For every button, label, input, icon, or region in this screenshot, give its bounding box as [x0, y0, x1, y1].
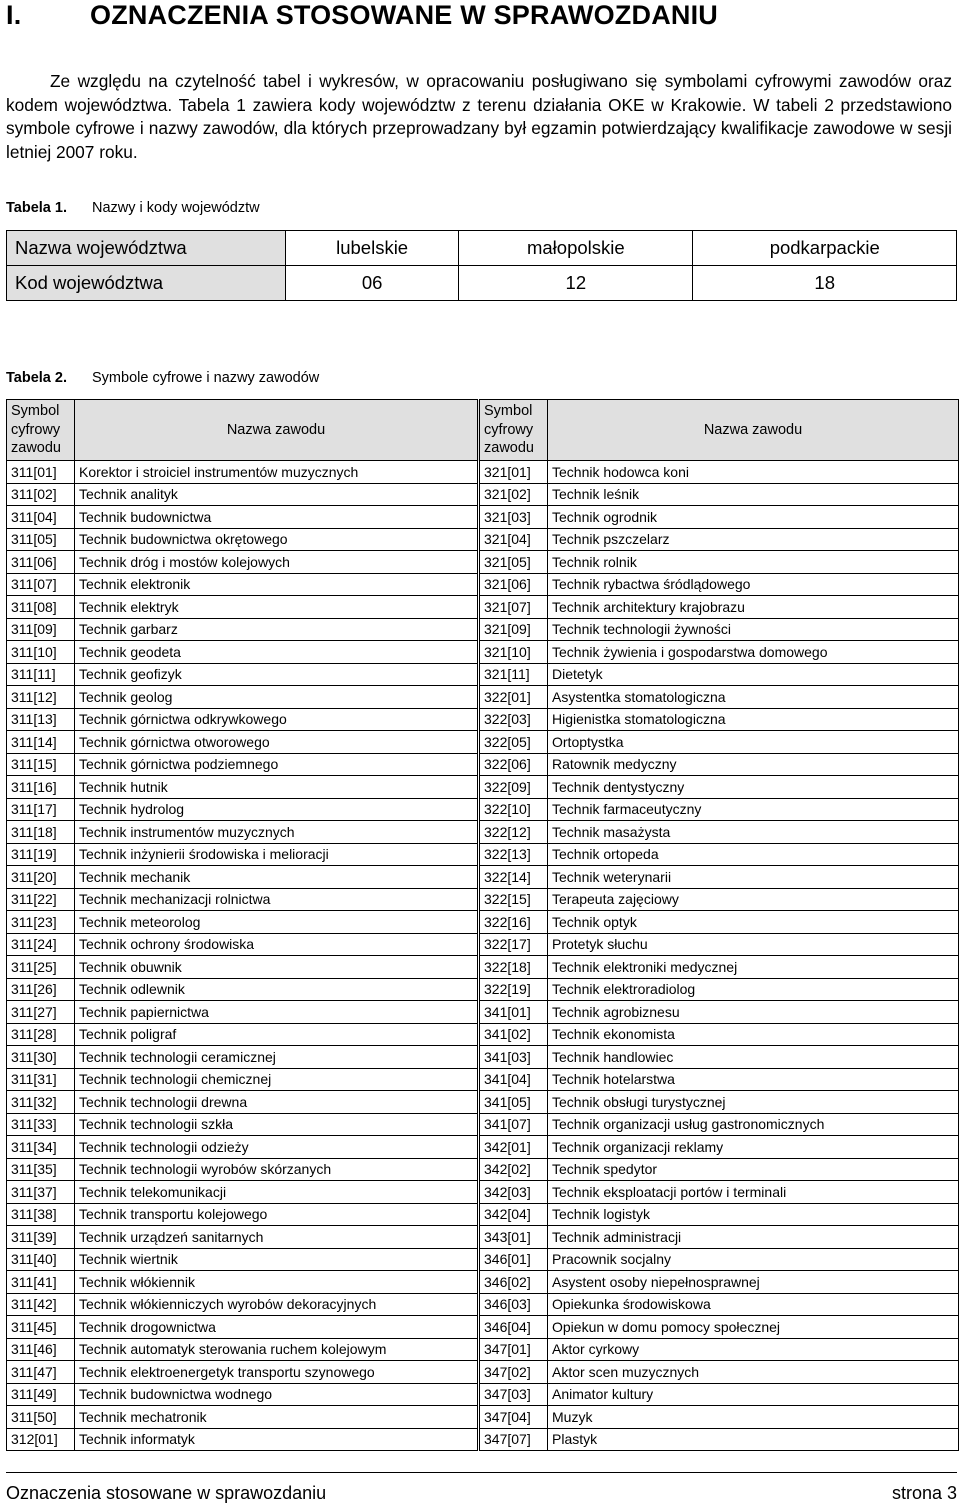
- symbol-cell: 346[03]: [479, 1293, 548, 1316]
- symbol-cell: 322[05]: [479, 731, 548, 754]
- table-row: [7, 866, 959, 889]
- symbol-cell: 311[07]: [7, 573, 75, 596]
- symbol-cell: 322[17]: [479, 933, 548, 956]
- occupation-cell: Technik masażysta: [548, 821, 959, 844]
- table-row: [7, 1023, 959, 1046]
- occupation-cell: Technik handlowiec: [548, 1046, 959, 1069]
- table-row: [7, 1361, 959, 1384]
- occupation-cell: Technik elektroradiolog: [548, 978, 959, 1001]
- symbol-cell: 321[04]: [479, 528, 548, 551]
- occupation-cell: Technik telekomunikacji: [75, 1181, 479, 1204]
- occupation-cell: Technik obuwnik: [75, 956, 479, 979]
- symbol-cell: 311[39]: [7, 1226, 75, 1249]
- symbol-cell: 342[03]: [479, 1181, 548, 1204]
- occupation-cell: Opiekunka środowiskowa: [548, 1293, 959, 1316]
- occupation-cell: Technik dróg i mostów kolejowych: [75, 551, 479, 574]
- occupation-cell: Technik logistyk: [548, 1203, 959, 1226]
- occupation-cell: Technik weterynarii: [548, 866, 959, 889]
- occupation-cell: Technik technologii odzieży: [75, 1136, 479, 1159]
- symbol-cell: 311[30]: [7, 1046, 75, 1069]
- symbol-cell: 311[46]: [7, 1338, 75, 1361]
- symbol-cell: 322[01]: [479, 686, 548, 709]
- occupation-cell: Technik mechatronik: [75, 1406, 479, 1429]
- occupation-cell: Technik górnictwa otworowego: [75, 731, 479, 754]
- table-row: [7, 843, 959, 866]
- occupation-cell: Animator kultury: [548, 1383, 959, 1406]
- symbol-cell: 347[01]: [479, 1338, 548, 1361]
- occupation-cell: Technik ortopeda: [548, 843, 959, 866]
- symbol-cell: 311[47]: [7, 1361, 75, 1384]
- symbol-cell: 341[01]: [479, 1001, 548, 1024]
- symbol-cell: 311[37]: [7, 1181, 75, 1204]
- symbol-cell: 311[34]: [7, 1136, 75, 1159]
- occupation-cell: Technik elektronik: [75, 573, 479, 596]
- occupation-cell: Dietetyk: [548, 663, 959, 686]
- symbol-cell: 311[31]: [7, 1068, 75, 1091]
- symbol-cell: 312[01]: [7, 1428, 75, 1451]
- occupation-cell: Technik górnictwa podziemnego: [75, 753, 479, 776]
- occupation-cell: Technik włókienniczych wyrobów dekoracyjnych: [75, 1293, 479, 1316]
- symbol-cell: 311[32]: [7, 1091, 75, 1114]
- occupation-cell: Technik elektryk: [75, 596, 479, 619]
- symbol-cell: 341[02]: [479, 1023, 548, 1046]
- occupation-cell: Opiekun w domu pomocy społecznej: [548, 1316, 959, 1339]
- table-row: [7, 266, 957, 301]
- symbol-cell: 322[18]: [479, 956, 548, 979]
- table-cell: małopolskie: [459, 231, 693, 266]
- symbol-cell: 311[45]: [7, 1316, 75, 1339]
- symbol-cell: 347[04]: [479, 1406, 548, 1429]
- occupation-cell: Technik mechanizacji rolnictwa: [75, 888, 479, 911]
- occupation-cell: Technik instrumentów muzycznych: [75, 821, 479, 844]
- occupation-cell: Technik górnictwa odkrywkowego: [75, 708, 479, 731]
- page-footer: [6, 1472, 957, 1504]
- occupation-cell: Plastyk: [548, 1428, 959, 1451]
- table-row: [7, 1158, 959, 1181]
- intro-text: Ze względu na czytelność tabel i wykresów, w opracowaniu posługiwano się symbolami cyfrowymi zawodów oraz kodem województwa. Tabela 1 zawiera kody województw z terenu działania OKE w Krakowie. W tabeli 2 przedstawiono symbole cyfrowe i nazwy zawodów, dla których przeprowadzany był egzamin potwierdzający kwalifikacje zawodowe w sesji letniej 2007 roku.: [6, 71, 952, 162]
- symbol-cell: 341[03]: [479, 1046, 548, 1069]
- occupation-cell: Technik hutnik: [75, 776, 479, 799]
- symbol-cell: 321[07]: [479, 596, 548, 619]
- symbol-cell: 311[25]: [7, 956, 75, 979]
- occupation-cell: Technik optyk: [548, 911, 959, 934]
- symbol-cell: 311[14]: [7, 731, 75, 754]
- occupation-cell: Technik hodowca koni: [548, 461, 959, 484]
- table-body: [7, 461, 959, 1451]
- symbol-cell: 342[02]: [479, 1158, 548, 1181]
- occupation-cell: Technik odlewnik: [75, 978, 479, 1001]
- symbol-cell: 346[01]: [479, 1248, 548, 1271]
- symbol-cell: 342[04]: [479, 1203, 548, 1226]
- symbol-cell: 311[05]: [7, 528, 75, 551]
- occupation-cell: Technik budownictwa okrętowego: [75, 528, 479, 551]
- symbol-cell: 311[42]: [7, 1293, 75, 1316]
- page-number: strona 3: [891, 1483, 957, 1503]
- table-row: [7, 798, 959, 821]
- occupation-cell: Technik hotelarstwa: [548, 1068, 959, 1091]
- symbol-cell: 341[07]: [479, 1113, 548, 1136]
- symbol-cell: 321[06]: [479, 573, 548, 596]
- occupation-cell: Technik geodeta: [75, 641, 479, 664]
- occupation-cell: Ratownik medyczny: [548, 753, 959, 776]
- occupation-cell: Korektor i stroiciel instrumentów muzycznych: [75, 461, 479, 484]
- symbol-cell: 311[22]: [7, 888, 75, 911]
- symbol-cell: 322[10]: [479, 798, 548, 821]
- footer-title: Oznaczenia stosowane w sprawozdaniu: [6, 1483, 327, 1503]
- table2-label: Tabela 2.: [6, 370, 67, 386]
- occupation-cell: Technik administracji: [548, 1226, 959, 1249]
- table-row: [7, 1113, 959, 1136]
- occupation-cell: Technik technologii drewna: [75, 1091, 479, 1114]
- occupation-cell: Technik farmaceutyczny: [548, 798, 959, 821]
- symbol-cell: 311[33]: [7, 1113, 75, 1136]
- table-row: [7, 753, 959, 776]
- symbol-cell: 321[11]: [479, 663, 548, 686]
- table-row: [7, 1181, 959, 1204]
- voivodeship-codes-table: [6, 230, 957, 301]
- occupation-cell: Technik organizacji reklamy: [548, 1136, 959, 1159]
- symbol-cell: 311[18]: [7, 821, 75, 844]
- table-cell: 12: [459, 266, 693, 301]
- table-row: [7, 1046, 959, 1069]
- occupation-cell: Technik obsługi turystycznej: [548, 1091, 959, 1114]
- symbol-cell: 341[05]: [479, 1091, 548, 1114]
- symbol-cell: 311[27]: [7, 1001, 75, 1024]
- symbol-cell: 322[13]: [479, 843, 548, 866]
- symbol-cell: 321[01]: [479, 461, 548, 484]
- occupation-cell: Technik mechanik: [75, 866, 479, 889]
- table-row: [7, 1203, 959, 1226]
- occupation-cell: Technik geolog: [75, 686, 479, 709]
- symbol-cell: 311[09]: [7, 618, 75, 641]
- column-header-symbol: Symbol cyfrowy zawodu: [479, 400, 548, 461]
- symbol-cell: 311[50]: [7, 1406, 75, 1429]
- symbol-cell: 346[04]: [479, 1316, 548, 1339]
- symbol-cell: 342[01]: [479, 1136, 548, 1159]
- symbol-cell: 311[23]: [7, 911, 75, 934]
- table-cell: 06: [286, 266, 459, 301]
- occupation-cell: Technik eksploatacji portów i terminali: [548, 1181, 959, 1204]
- symbol-cell: 321[02]: [479, 483, 548, 506]
- table-row: [7, 528, 959, 551]
- table-row: [7, 483, 959, 506]
- symbol-cell: 343[01]: [479, 1226, 548, 1249]
- symbol-cell: 311[08]: [7, 596, 75, 619]
- symbol-cell: 322[12]: [479, 821, 548, 844]
- symbol-cell: 311[26]: [7, 978, 75, 1001]
- occupation-cell: Protetyk słuchu: [548, 933, 959, 956]
- table-row: [7, 731, 959, 754]
- row-header: Nazwa województwa: [7, 231, 286, 266]
- occupation-cell: Technik spedytor: [548, 1158, 959, 1181]
- occupation-cell: Technik inżynierii środowiska i melioracji: [75, 843, 479, 866]
- column-header-symbol: Symbol cyfrowy zawodu: [7, 400, 75, 461]
- occupation-cell: Technik automatyk sterowania ruchem kolejowym: [75, 1338, 479, 1361]
- symbol-cell: 311[06]: [7, 551, 75, 574]
- table-header-row: [7, 400, 959, 461]
- occupation-cell: Technik garbarz: [75, 618, 479, 641]
- table-row: [7, 1136, 959, 1159]
- symbol-cell: 321[09]: [479, 618, 548, 641]
- table-row: [7, 461, 959, 484]
- occupation-cell: Technik papiernictwa: [75, 1001, 479, 1024]
- occupation-cell: Technik architektury krajobrazu: [548, 596, 959, 619]
- table-row: [7, 506, 959, 529]
- table1-title: Nazwy i kody województw: [92, 200, 260, 216]
- occupation-cell: Technik ogrodnik: [548, 506, 959, 529]
- symbol-cell: 311[19]: [7, 843, 75, 866]
- occupation-cell: Technik rybactwa śródlądowego: [548, 573, 959, 596]
- occupation-cell: Muzyk: [548, 1406, 959, 1429]
- table-row: [7, 1226, 959, 1249]
- table1-caption: [6, 200, 260, 216]
- symbol-cell: 321[10]: [479, 641, 548, 664]
- symbol-cell: 311[38]: [7, 1203, 75, 1226]
- symbol-cell: 311[24]: [7, 933, 75, 956]
- table-row: [7, 1001, 959, 1024]
- occupation-cell: Technik drogownictwa: [75, 1316, 479, 1339]
- symbol-cell: 311[11]: [7, 663, 75, 686]
- occupation-cell: Technik agrobiznesu: [548, 1001, 959, 1024]
- occupation-cell: Technik włókiennik: [75, 1271, 479, 1294]
- symbol-cell: 321[03]: [479, 506, 548, 529]
- occupation-cell: Technik wiertnik: [75, 1248, 479, 1271]
- symbol-cell: 311[13]: [7, 708, 75, 731]
- occupation-cell: Terapeuta zajęciowy: [548, 888, 959, 911]
- table-row: [7, 708, 959, 731]
- occupation-cell: Technik elektroenergetyk transportu szynowego: [75, 1361, 479, 1384]
- occupation-cell: Technik poligraf: [75, 1023, 479, 1046]
- symbol-cell: 322[19]: [479, 978, 548, 1001]
- table-row: [7, 776, 959, 799]
- occupation-cell: Technik transportu kolejowego: [75, 1203, 479, 1226]
- symbol-cell: 311[49]: [7, 1383, 75, 1406]
- symbol-cell: 311[02]: [7, 483, 75, 506]
- table-row: [7, 231, 957, 266]
- table-row: [7, 663, 959, 686]
- symbol-cell: 322[09]: [479, 776, 548, 799]
- table-row: [7, 933, 959, 956]
- occupation-cell: Technik technologii szkła: [75, 1113, 479, 1136]
- occupation-cell: Technik żywienia i gospodarstwa domowego: [548, 641, 959, 664]
- table-row: [7, 1406, 959, 1429]
- occupation-cell: Asystent osoby niepełnosprawnej: [548, 1271, 959, 1294]
- occupation-cell: Technik budownictwa: [75, 506, 479, 529]
- symbol-cell: 347[02]: [479, 1361, 548, 1384]
- symbol-cell: 311[10]: [7, 641, 75, 664]
- section-title: OZNACZENIA STOSOWANE W SPRAWOZDANIU: [90, 0, 718, 30]
- occupation-cell: Technik technologii żywności: [548, 618, 959, 641]
- section-heading: [6, 0, 718, 31]
- section-number: I.: [6, 0, 22, 30]
- table-row: [7, 641, 959, 664]
- occupation-cell: Technik urządzeń sanitarnych: [75, 1226, 479, 1249]
- table-cell: 18: [693, 266, 957, 301]
- occupation-cell: Technik ekonomista: [548, 1023, 959, 1046]
- row-header: Kod województwa: [7, 266, 286, 301]
- table2-caption: [6, 370, 319, 386]
- table-row: [7, 1293, 959, 1316]
- occupation-cell: Pracownik socjalny: [548, 1248, 959, 1271]
- occupation-cell: Technik ochrony środowiska: [75, 933, 479, 956]
- table-row: [7, 1091, 959, 1114]
- table-row: [7, 1383, 959, 1406]
- table-cell: lubelskie: [286, 231, 459, 266]
- symbol-cell: 322[06]: [479, 753, 548, 776]
- table-row: [7, 551, 959, 574]
- table-row: [7, 956, 959, 979]
- occupation-cell: Higienistka stomatologiczna: [548, 708, 959, 731]
- table-row: [7, 911, 959, 934]
- occupation-symbols-table: [6, 399, 959, 1451]
- symbol-cell: 311[41]: [7, 1271, 75, 1294]
- table-row: [7, 618, 959, 641]
- symbol-cell: 322[03]: [479, 708, 548, 731]
- occupation-cell: Technik technologii chemicznej: [75, 1068, 479, 1091]
- occupation-cell: Aktor cyrkowy: [548, 1338, 959, 1361]
- occupation-cell: Technik organizacji usług gastronomicznych: [548, 1113, 959, 1136]
- occupation-cell: Technik technologii wyrobów skórzanych: [75, 1158, 479, 1181]
- occupation-cell: Technik pszczelarz: [548, 528, 959, 551]
- symbol-cell: 341[04]: [479, 1068, 548, 1091]
- occupation-cell: Technik informatyk: [75, 1428, 479, 1451]
- symbol-cell: 311[28]: [7, 1023, 75, 1046]
- symbol-cell: 347[03]: [479, 1383, 548, 1406]
- symbol-cell: 311[17]: [7, 798, 75, 821]
- symbol-cell: 321[05]: [479, 551, 548, 574]
- intro-paragraph: [6, 70, 952, 164]
- occupation-cell: Technik rolnik: [548, 551, 959, 574]
- table-cell: podkarpackie: [693, 231, 957, 266]
- occupation-cell: Technik leśnik: [548, 483, 959, 506]
- table-row: [7, 686, 959, 709]
- occupation-cell: Technik hydrolog: [75, 798, 479, 821]
- symbol-cell: 311[04]: [7, 506, 75, 529]
- table-row: [7, 1428, 959, 1451]
- symbol-cell: 311[01]: [7, 461, 75, 484]
- table-row: [7, 888, 959, 911]
- symbol-cell: 347[07]: [479, 1428, 548, 1451]
- occupation-cell: Aktor scen muzycznych: [548, 1361, 959, 1384]
- occupation-cell: Technik meteorolog: [75, 911, 479, 934]
- table-row: [7, 978, 959, 1001]
- occupation-cell: Technik geofizyk: [75, 663, 479, 686]
- table-row: [7, 1338, 959, 1361]
- occupation-cell: Ortoptystka: [548, 731, 959, 754]
- occupation-cell: Technik technologii ceramicznej: [75, 1046, 479, 1069]
- column-header-name: Nazwa zawodu: [548, 400, 959, 461]
- symbol-cell: 311[15]: [7, 753, 75, 776]
- symbol-cell: 322[15]: [479, 888, 548, 911]
- table-row: [7, 596, 959, 619]
- table-row: [7, 573, 959, 596]
- table1-label: Tabela 1.: [6, 200, 67, 216]
- symbol-cell: 311[40]: [7, 1248, 75, 1271]
- table-row: [7, 1068, 959, 1091]
- symbol-cell: 346[02]: [479, 1271, 548, 1294]
- occupation-cell: Technik elektroniki medycznej: [548, 956, 959, 979]
- occupation-cell: Technik analityk: [75, 483, 479, 506]
- table-row: [7, 1248, 959, 1271]
- symbol-cell: 311[35]: [7, 1158, 75, 1181]
- occupation-cell: Technik budownictwa wodnego: [75, 1383, 479, 1406]
- symbol-cell: 311[16]: [7, 776, 75, 799]
- table-row: [7, 821, 959, 844]
- symbol-cell: 322[14]: [479, 866, 548, 889]
- symbol-cell: 322[16]: [479, 911, 548, 934]
- symbol-cell: 311[12]: [7, 686, 75, 709]
- table-row: [7, 1316, 959, 1339]
- symbol-cell: 311[20]: [7, 866, 75, 889]
- table2-title: Symbole cyfrowe i nazwy zawodów: [92, 370, 320, 386]
- column-header-name: Nazwa zawodu: [75, 400, 479, 461]
- occupation-cell: Asystentka stomatologiczna: [548, 686, 959, 709]
- table-row: [7, 1271, 959, 1294]
- occupation-cell: Technik dentystyczny: [548, 776, 959, 799]
